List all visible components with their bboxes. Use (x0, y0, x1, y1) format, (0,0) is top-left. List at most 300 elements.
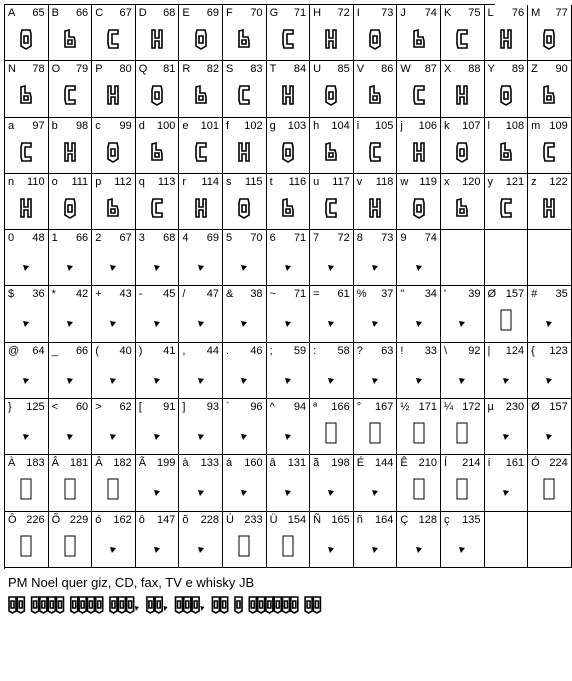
glyph-shape (545, 433, 553, 441)
glyph-preview (63, 197, 77, 219)
glyph-cell (441, 343, 485, 399)
glyph-shape (456, 478, 468, 500)
code-label: 226 (26, 513, 45, 526)
glyph-shape (412, 84, 426, 106)
code-label: 76 (511, 7, 525, 19)
glyph-preview (545, 320, 553, 328)
glyph-shape (458, 377, 466, 385)
character-label: Ú (225, 513, 234, 526)
glyph-cell (5, 61, 49, 117)
character-label: â (269, 457, 276, 470)
character-label: P (95, 63, 103, 76)
glyph-shape (499, 141, 513, 163)
character-label: á (225, 457, 233, 470)
glyph-cell (5, 230, 49, 286)
glyph-preview (153, 320, 161, 328)
glyph-cell (310, 512, 354, 568)
code-label: 92 (468, 344, 481, 357)
character-label: x (443, 175, 450, 188)
glyph-preview (368, 84, 382, 106)
sample-mark (184, 597, 191, 613)
glyph-cell (5, 512, 49, 568)
character-label: H (313, 7, 322, 19)
glyph-shape (153, 320, 161, 328)
code-label: 121 (505, 175, 525, 188)
glyph-preview (456, 478, 468, 500)
character-label: A (8, 7, 16, 19)
code-label: 38 (250, 288, 263, 301)
glyph-cell (485, 399, 529, 455)
code-label: 79 (75, 63, 89, 76)
code-label: 111 (71, 175, 89, 188)
glyph-preview (109, 377, 117, 385)
sample-mark (258, 597, 265, 613)
character-label: 3 (138, 232, 145, 245)
code-label: 128 (418, 513, 437, 526)
glyph-shape (499, 197, 513, 219)
glyph-shape (542, 197, 556, 219)
glyph-preview (284, 433, 292, 441)
character-label: N (8, 63, 16, 76)
character-label: J (400, 7, 406, 19)
code-label: 182 (113, 457, 132, 470)
glyph-cell (354, 174, 398, 230)
glyph-cell (5, 118, 49, 174)
glyph-cell (136, 455, 180, 511)
character-label: Â (95, 457, 103, 470)
glyph-cell (92, 5, 136, 61)
grid-row (5, 512, 495, 568)
glyph-cell (136, 230, 180, 286)
glyph-shape (237, 197, 251, 219)
glyph-cell (223, 512, 267, 568)
glyph-shape (150, 197, 164, 219)
glyph-preview (324, 84, 338, 106)
glyph-preview (197, 433, 205, 441)
glyph-preview (412, 84, 426, 106)
glyph-cell (179, 174, 223, 230)
glyph-shape (197, 489, 205, 497)
glyph-cell (92, 512, 136, 568)
character-label: \ (443, 344, 447, 357)
glyph-shape (324, 141, 338, 163)
code-label: 60 (75, 401, 89, 414)
glyph-cell (5, 455, 49, 511)
character-label: Y (487, 63, 495, 76)
glyph-cell (92, 61, 136, 117)
code-label: 84 (293, 63, 307, 76)
glyph-cell (354, 286, 398, 342)
glyph-preview (107, 478, 119, 500)
glyph-preview (371, 377, 379, 385)
character-label: i (356, 119, 360, 132)
glyph-shape (19, 28, 33, 50)
glyph-preview (281, 84, 295, 106)
glyph-shape (66, 433, 74, 441)
glyph-shape (415, 546, 423, 554)
code-label: 165 (331, 513, 350, 526)
glyph-cell (267, 61, 311, 117)
glyph-preview (413, 422, 425, 444)
glyph-shape (240, 433, 248, 441)
glyph-preview (542, 28, 556, 50)
glyph-preview (64, 535, 76, 557)
glyph-preview (325, 422, 337, 444)
glyph-preview (502, 377, 510, 385)
code-label: 198 (331, 457, 350, 470)
glyph-shape (150, 28, 164, 50)
character-label: Ñ (313, 513, 322, 526)
character-label: r (182, 175, 187, 188)
code-label: 46 (250, 344, 263, 357)
character-label: | (487, 344, 491, 357)
glyph-preview (500, 309, 512, 331)
glyph-shape (412, 141, 426, 163)
code-label: 73 (381, 232, 394, 245)
glyph-preview (284, 264, 292, 272)
glyph-preview (240, 377, 248, 385)
glyph-cell (528, 61, 572, 117)
code-label: 104 (331, 119, 350, 132)
sample-sentence: PM Noel quer giz, CD, fax, TV e whisky JB (8, 575, 255, 590)
glyph-preview (284, 320, 292, 328)
character-label: 5 (225, 232, 233, 245)
code-label: 78 (32, 63, 45, 76)
code-label: 172 (462, 401, 481, 414)
glyph-cell (485, 5, 529, 61)
glyph-cell (310, 343, 354, 399)
glyph-shape (455, 84, 469, 106)
glyph-shape (284, 320, 292, 328)
character-label: í (487, 457, 491, 470)
character-label: ^ (269, 401, 275, 414)
code-label: 105 (374, 119, 394, 132)
glyph-preview (458, 377, 466, 385)
sample-mark (283, 597, 290, 613)
code-label: 70 (250, 232, 263, 245)
glyph-cell (223, 230, 267, 286)
sample-mark (291, 597, 298, 613)
glyph-shape (194, 28, 208, 50)
glyph-preview (412, 28, 426, 50)
code-label: 100 (157, 119, 176, 132)
character-label: [ (138, 401, 142, 414)
glyph-preview (327, 546, 335, 554)
glyph-shape (109, 546, 117, 554)
code-label: 125 (26, 401, 45, 414)
glyph-cell (5, 343, 49, 399)
glyph-cell (92, 286, 136, 342)
glyph-preview (455, 141, 469, 163)
character-label: U (313, 63, 322, 76)
glyph-preview (63, 84, 77, 106)
character-label: c (95, 119, 101, 132)
sample-mark (48, 597, 55, 613)
glyph-shape (64, 478, 76, 500)
glyph-preview (545, 377, 553, 385)
code-label: 33 (424, 344, 437, 357)
character-label: 1 (51, 232, 58, 245)
glyph-cell (136, 174, 180, 230)
code-label: 123 (549, 344, 568, 357)
glyph-preview (22, 377, 30, 385)
glyph-cell (354, 5, 398, 61)
glyph-cell (397, 174, 441, 230)
character-label: 8 (356, 232, 363, 245)
glyph-cell (354, 399, 398, 455)
sample-mark (200, 606, 204, 611)
code-label: 164 (374, 513, 394, 526)
character-label: w (400, 175, 409, 188)
code-label: 162 (113, 513, 132, 526)
code-label: 118 (375, 175, 394, 188)
character-label: V (356, 63, 365, 76)
glyph-shape (327, 546, 335, 554)
code-label: 157 (505, 288, 525, 301)
glyph-cell (223, 118, 267, 174)
code-label: 59 (293, 344, 307, 357)
code-label: 43 (119, 288, 132, 301)
glyph-preview (415, 546, 423, 554)
glyph-preview (369, 422, 381, 444)
character-label: - (138, 288, 143, 301)
code-label: 86 (381, 63, 394, 76)
glyph-preview (22, 264, 30, 272)
character-label: . (225, 344, 230, 357)
code-label: 124 (505, 344, 525, 357)
glyph-preview (150, 197, 164, 219)
character-label: / (182, 288, 186, 301)
code-label: 88 (468, 63, 481, 76)
glyph-preview (194, 197, 208, 219)
character-label: Ã (138, 457, 147, 470)
glyph-preview (240, 489, 248, 497)
glyph-cell (179, 455, 223, 511)
glyph-cell (267, 512, 311, 568)
glyph-cell (528, 343, 572, 399)
code-label: 37 (381, 288, 394, 301)
character-label: , (182, 344, 186, 357)
character-label: L (487, 7, 494, 19)
code-label: 66 (75, 7, 89, 19)
glyph-cell (528, 286, 572, 342)
glyph-shape (153, 489, 161, 497)
glyph-preview (371, 489, 379, 497)
code-label: 171 (418, 401, 437, 414)
code-label: 230 (505, 401, 525, 414)
character-label: ~ (269, 288, 276, 301)
glyph-preview (66, 264, 74, 272)
glyph-shape (109, 433, 117, 441)
glyph-shape (327, 264, 335, 272)
sample-mark (71, 597, 78, 613)
glyph-preview (281, 28, 295, 50)
glyph-cell (49, 230, 93, 286)
glyph-cell (223, 286, 267, 342)
glyph-cell (223, 455, 267, 511)
glyph-preview (197, 377, 205, 385)
character-label: E (182, 7, 190, 19)
character-label: } (8, 401, 12, 414)
code-label: 58 (337, 344, 350, 357)
glyph-cell (528, 399, 572, 455)
glyph-cell (179, 399, 223, 455)
code-label: 73 (381, 7, 394, 19)
glyph-shape (106, 197, 120, 219)
sample-mark (274, 597, 281, 613)
glyph-shape (458, 320, 466, 328)
glyph-cell (528, 118, 572, 174)
code-label: 96 (250, 401, 263, 414)
code-label: 108 (505, 119, 525, 132)
glyph-preview (237, 28, 251, 50)
glyph-cell (267, 118, 311, 174)
code-label: 35 (555, 288, 568, 301)
character-label: Ó (531, 457, 540, 470)
glyph-shape (281, 197, 295, 219)
character-label: e (182, 119, 189, 132)
glyph-preview (542, 84, 556, 106)
character-label: n (8, 175, 15, 188)
glyph-cell (485, 174, 529, 230)
glyph-shape (415, 377, 423, 385)
code-label: 64 (32, 344, 45, 357)
character-label: M (531, 7, 541, 19)
glyph-shape (368, 197, 382, 219)
character-label: j (400, 119, 403, 132)
sample-mark (313, 597, 320, 613)
glyph-shape (194, 197, 208, 219)
glyph-preview (371, 264, 379, 272)
glyph-cell (49, 5, 93, 61)
glyph-shape (237, 84, 251, 106)
glyph-cell (310, 118, 354, 174)
character-label: 9 (400, 232, 407, 245)
glyph-preview (237, 141, 251, 163)
character-label: > (95, 401, 102, 414)
glyph-shape (66, 264, 74, 272)
code-label: 77 (555, 7, 568, 19)
character-label: b (51, 119, 58, 132)
sample-glyph-strip (8, 594, 348, 616)
character-label: ] (182, 401, 186, 414)
character-label: 2 (95, 232, 102, 245)
glyph-cell (267, 174, 311, 230)
code-label: 113 (157, 175, 176, 188)
character-label: Ø (531, 401, 540, 414)
glyph-preview (415, 320, 423, 328)
code-label: 161 (505, 457, 525, 470)
sample-mark (96, 597, 103, 613)
character-label: ( (95, 344, 99, 357)
glyph-preview (455, 28, 469, 50)
glyph-cell (179, 343, 223, 399)
glyph-preview (22, 433, 30, 441)
code-label: 66 (75, 344, 89, 357)
glyph-shape (197, 264, 205, 272)
glyph-shape (284, 489, 292, 497)
glyph-cell (485, 61, 529, 117)
glyph-preview (412, 141, 426, 163)
code-label: 214 (462, 457, 481, 470)
glyph-preview (284, 489, 292, 497)
glyph-shape (22, 433, 30, 441)
code-label: 160 (244, 457, 263, 470)
glyph-preview (282, 535, 294, 557)
glyph-cell (310, 5, 354, 61)
code-label: 66 (75, 232, 89, 245)
code-label: 133 (200, 457, 219, 470)
glyph-preview (194, 28, 208, 50)
glyph-cell (485, 230, 529, 286)
character-label: à (182, 457, 189, 470)
glyph-cell (354, 230, 398, 286)
character-label: O (51, 63, 61, 76)
glyph-shape (371, 320, 379, 328)
glyph-cell (441, 174, 485, 230)
glyph-cell (310, 61, 354, 117)
glyph-preview (106, 141, 120, 163)
code-label: 166 (331, 401, 350, 414)
code-label: 71 (293, 232, 307, 245)
glyph-cell (397, 286, 441, 342)
glyph-shape (542, 84, 556, 106)
glyph-cell (179, 512, 223, 568)
code-label: 71 (293, 7, 307, 19)
code-label: 42 (75, 288, 89, 301)
glyph-shape (63, 197, 77, 219)
character-label: ' (443, 288, 447, 301)
code-label: 228 (200, 513, 219, 526)
code-label: 107 (462, 119, 481, 132)
glyph-cell (179, 230, 223, 286)
code-label: 71 (293, 288, 307, 301)
glyph-cell (310, 286, 354, 342)
glyph-cell (92, 174, 136, 230)
glyph-preview (284, 377, 292, 385)
character-label: ) (138, 344, 143, 357)
code-label: 47 (206, 288, 219, 301)
glyph-shape (197, 433, 205, 441)
glyph-cell (397, 118, 441, 174)
glyph-preview (543, 478, 555, 500)
glyph-preview (368, 28, 382, 50)
glyph-shape (324, 84, 338, 106)
glyph-shape (284, 264, 292, 272)
glyph-shape (63, 28, 77, 50)
glyph-shape (412, 197, 426, 219)
glyph-shape (197, 546, 205, 554)
code-label: 199 (157, 457, 176, 470)
glyph-preview (22, 320, 30, 328)
code-label: 45 (163, 288, 176, 301)
character-label: ; (269, 344, 273, 357)
code-label: 39 (468, 288, 481, 301)
glyph-preview (412, 197, 426, 219)
glyph-cell (136, 286, 180, 342)
glyph-shape (545, 320, 553, 328)
character-label: * (51, 288, 56, 301)
glyph-cell (5, 286, 49, 342)
glyph-preview (324, 197, 338, 219)
character-label: Ü (269, 513, 278, 526)
glyph-shape (20, 478, 32, 500)
glyph-shape (150, 141, 164, 163)
code-label: 81 (163, 63, 176, 76)
code-label: 109 (549, 119, 568, 132)
glyph-cell (136, 343, 180, 399)
glyph-cell (267, 343, 311, 399)
